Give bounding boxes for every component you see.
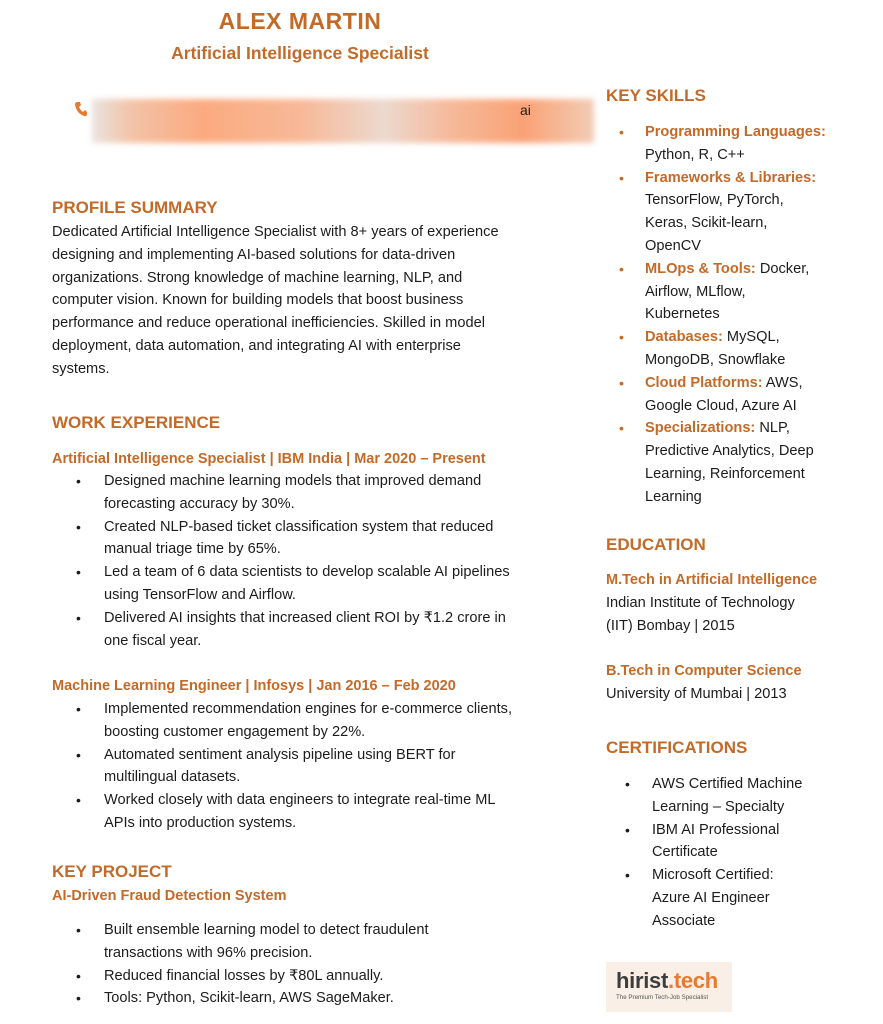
profile-summary-heading: PROFILE SUMMARY [52,198,218,217]
project-name: AI-Driven Fraud Detection System [52,888,287,904]
profile-line: performance and reduce operational inefficiencies. Skilled in model [52,315,485,332]
contact-tail-text: ai [520,102,531,118]
list-item: • Tools: Python, Scikit-learn, AWS SageMaker. [52,987,572,1010]
profile-summary-text [52,221,572,381]
profile-line: computer vision. Known for building models that boost business [52,292,464,309]
logo-tagline: The Premium Tech-Job Specialist [616,994,709,1001]
skill-item-cloud: • Cloud Platforms: AWS, Google Cloud, Azure AI [606,372,846,418]
certifications-heading: CERTIFICATIONS [606,738,748,757]
candidate-title: Artificial Intelligence Specialist [171,43,429,63]
candidate-name: ALEX MARTIN [218,8,382,34]
key-project-heading: KEY PROJECT [52,862,172,881]
job-bullets-infosys [52,698,572,835]
education-details-btech: University of Mumbai | 2013 [606,686,787,702]
contact-line [74,99,534,143]
job-title-infosys: Machine Learning Engineer | Infosys | Jan 2016 – Feb 2020 [52,678,456,694]
skills-list [606,121,846,509]
list-item: • Implemented recommendation engines for e-commerce clients, boosting customer engagement by 22%. [52,698,572,744]
list-item: • AWS Certified Machine Learning – Specialty [606,773,846,819]
redacted-contact-info [92,99,594,143]
education-details-mtech: Indian Institute of Technology (IIT) Bombay | 2015 [606,595,795,634]
list-item: • Microsoft Certified: Azure AI Engineer Associate [606,864,846,932]
skill-item-mlops: • MLOps & Tools: Docker, Airflow, MLflow, Kubernetes [606,258,846,326]
list-item: • Created NLP-based ticket classification system that reduced manual triage time by 65%. [52,516,572,562]
job-title-ibm: Artificial Intelligence Specialist | IBM India | Mar 2020 – Present [52,451,486,467]
job-bullets-ibm [52,470,572,652]
skill-item-programming: • Programming Languages: Python, R, C++ [606,121,846,167]
profile-line: designing and implementing AI-based solutions for data-driven [52,246,456,263]
phone-icon [74,101,88,117]
skill-item-frameworks: • Frameworks & Libraries: TensorFlow, PyTorch, Keras, Scikit-learn, OpenCV [606,167,846,258]
certifications-list [606,773,846,933]
list-item: • IBM AI Professional Certificate [606,819,846,865]
work-experience-heading: WORK EXPERIENCE [52,413,221,432]
list-item: • Reduced financial losses by ₹80L annually. [52,965,572,988]
hirist-tech-logo: hirist.tech The Premium Tech-Job Specialist [606,962,732,1012]
education-heading: EDUCATION [606,535,706,554]
skill-item-databases: • Databases: MySQL, MongoDB, Snowflake [606,326,846,372]
skill-item-specializations: • Specializations: NLP, Predictive Analytics, Deep Learning, Reinforcement Learning [606,417,846,508]
list-item: • Built ensemble learning model to detect fraudulent transactions with 96% precision. [52,919,572,965]
profile-line: organizations. Strong knowledge of machine learning, NLP, and [52,269,463,286]
key-skills-heading: KEY SKILLS [606,86,706,105]
list-item: • Designed machine learning models that improved demand forecasting accuracy by 30%. [52,470,572,516]
profile-line: deployment, data automation, and integrating AI with enterprise [52,337,461,354]
project-bullets [52,919,572,1010]
education-degree-btech: B.Tech in Computer Science [606,663,802,679]
education-degree-mtech: M.Tech in Artificial Intelligence [606,572,818,588]
profile-line: Dedicated Artificial Intelligence Specialist with 8+ years of experience [52,224,499,240]
list-item: • Delivered AI insights that increased client ROI by ₹1.2 crore in one fiscal year. [52,607,572,653]
list-item: • Led a team of 6 data scientists to develop scalable AI pipelines using TensorFlow and Airflow. [52,561,572,607]
list-item: • Automated sentiment analysis pipeline using BERT for multilingual datasets. [52,744,572,790]
profile-line: systems. [52,360,110,377]
list-item: • Worked closely with data engineers to integrate real-time ML APIs into production systems. [52,789,572,835]
